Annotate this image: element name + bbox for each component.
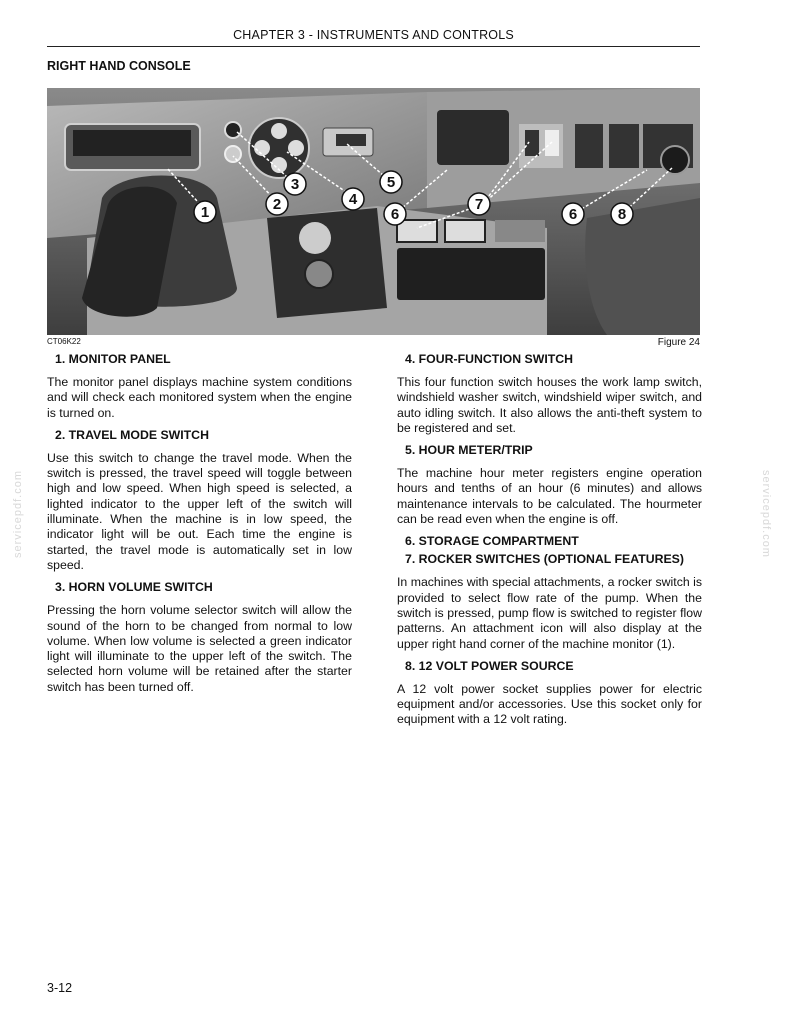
page-header: CHAPTER 3 - INSTRUMENTS AND CONTROLS (47, 28, 700, 47)
callout-3 (284, 173, 306, 195)
text-travel-mode-switch: Use this switch to change the travel mode. When the switch is pressed, the travel speed will toggle between high and low speed. When high speed is selected, a lighted indicator to the upper left of the switch will illuminate. When the machine is in low speed, the indicator light will be out. Each time the engine is started, the travel mode is automatically set in low speed. (47, 450, 352, 572)
text-hour-meter: The machine hour meter registers engine operation hours and tenths of an hour (6 minutes) and allows maintenance intervals to be calculated. The hourmeter can be read even when the engine is off. (397, 466, 702, 527)
callout-8 (611, 203, 633, 225)
callout-7 (468, 193, 490, 215)
text-horn-volume-switch: Pressing the horn volume selector switch will allow the sound of the horn to be changed from normal to low volume. When low volume is selected a green indicator light will illuminate to the upper left of the switch. The selected horn volume will be retained after the starter switch has been turned off. (47, 603, 352, 694)
heading-horn-volume-switch: 3. HORN VOLUME SWITCH (55, 580, 213, 595)
heading-rocker-switches: 7. ROCKER SWITCHES (OPTIONAL FEATURES) (405, 552, 684, 567)
svg-text:7: 7 (474, 196, 484, 213)
text-power-source: A 12 volt power socket supplies power for electric equipment and/or accessories. Use this socket only for equipment with a 12 volt rating. (397, 681, 702, 727)
console-illustration (47, 88, 700, 335)
callout-5 (380, 171, 402, 193)
svg-text:1: 1 (200, 204, 210, 221)
svg-text:6: 6 (390, 206, 400, 223)
svg-text:8: 8 (617, 206, 627, 223)
heading-storage-compartment: 6. STORAGE COMPARTMENT (405, 534, 579, 549)
callout-6-left (384, 203, 406, 225)
text-four-function-switch: This four function switch houses the work lamp switch, windshield washer switch, windshield wiper switch, and auto idling switch. It also allows the anti-theft system to be registered and set. (397, 375, 702, 435)
heading-travel-mode-switch: 2. TRAVEL MODE SWITCH (55, 427, 209, 442)
heading-monitor-panel: 1. MONITOR PANEL (55, 352, 171, 366)
left-column (47, 352, 352, 702)
svg-text:4: 4 (348, 191, 358, 208)
watermark-right: servicepdf.com (760, 470, 772, 558)
svg-text:5: 5 (386, 174, 396, 191)
heading-hour-meter: 5. HOUR METER/TRIP (405, 443, 533, 458)
heading-power-source: 8. 12 VOLT POWER SOURCE (405, 658, 574, 673)
callout-4 (342, 188, 364, 210)
callout-2 (266, 193, 288, 215)
figure-id: CT06K22 (47, 337, 81, 346)
text-monitor-panel: The monitor panel displays machine system conditions and will check each monitored system when the engine is turned on. (47, 375, 352, 420)
heading-four-function-switch: 4. FOUR-FUNCTION SWITCH (405, 352, 574, 366)
page-number: 3-12 (47, 981, 73, 995)
svg-text:6: 6 (568, 206, 578, 223)
svg-text:2: 2 (272, 196, 282, 213)
section-title: RIGHT HAND CONSOLE (47, 59, 191, 73)
callout-1 (194, 201, 216, 223)
svg-text:3: 3 (290, 176, 300, 193)
watermark-left: servicepdf.com (12, 470, 24, 558)
console-photo (47, 88, 700, 335)
text-rocker-switches: In machines with special attachments, a rocker switch is provided to select flow rate of the pump. When the switch is pressed, pump flow is switched to register flow patterns. An attachment icon will also display at the upper right hand corner of the machine monitor (1). (397, 575, 702, 651)
right-column (397, 352, 702, 735)
figure-caption: Figure 24 (657, 337, 700, 348)
callout-6-right (562, 203, 584, 225)
